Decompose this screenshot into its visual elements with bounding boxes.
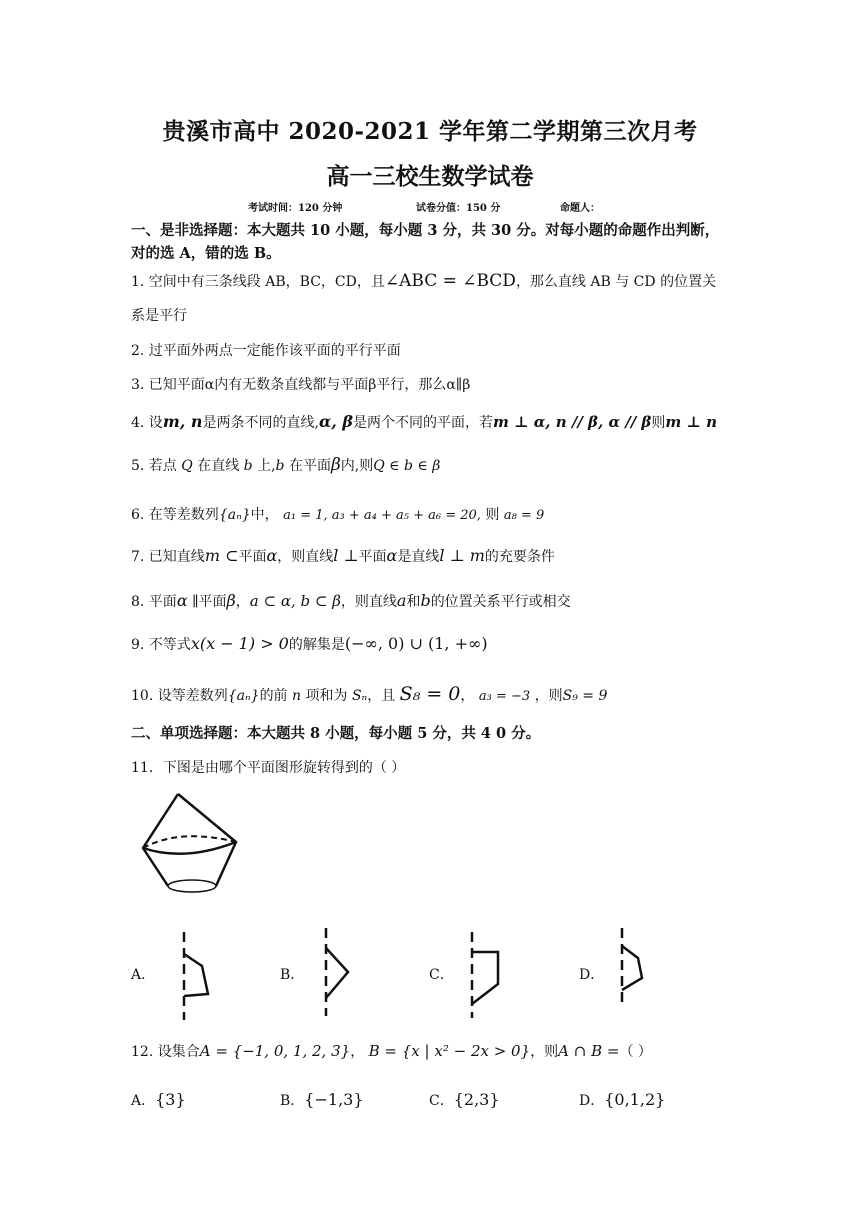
question-6: 6. 在等差数列{aₙ}中， a₁ = 1, a₃ + a₄ + a₅ + a₆ = 20, 则 a₈ = 9 [131,507,545,523]
q11-option-b-figure[interactable] [316,928,366,1018]
question-8: 8. 平面α ∥平面β，a ⊂ α, b ⊂ β，则直线a和b的位置关系平行或相交 [131,591,571,610]
q11-option-c[interactable]: C． [429,967,454,983]
question-2: 2. 过平面外两点一定能作该平面的平行平面 [131,343,401,359]
section1-title-line2: 对的选 A，错的选 B。 [131,245,281,262]
question-3: 3. 已知平面α内有无数条直线都与平面β平行，那么α∥β [131,377,471,393]
question-1: 1. 空间中有三条线段 AB，BC，CD，且∠ABC = ∠BCD，那么直线 AB 与 CD 的位置关 [131,271,717,291]
question-4: 4. 设m, n是两条不同的直线,α, β是两个不同的平面，若m ⊥ α, n // β, α // β则m ⊥ n [131,412,717,431]
question-9: 9. 不等式x(x − 1) > 0的解集是(−∞, 0) ∪ (1, +∞) [131,634,488,653]
q11-option-a[interactable]: A． [131,967,156,983]
question-12: 12. 设集合A = {−1, 0, 1, 2, 3}， B = {x | x² − 2x > 0}，则A ∩ B =（ ） [131,1042,652,1060]
question-1-cont: 系是平行 [131,308,187,324]
exam-title: 贵溪市高中 2020-2021 学年第二学期第三次月考 [162,118,698,145]
exam-author: 命题人： [560,203,600,214]
exam-score: 试卷分值：150 分 [416,203,501,214]
q12-option-a[interactable]: A．{3} [131,1090,186,1109]
q12-option-b[interactable]: B．{−1,3} [280,1090,364,1109]
section1-title-line1: 一、是非选择题：本大题共 10 小题，每小题 3 分，共 30 分。对每小题的命题作出判断， [131,222,720,239]
question-11: 11．下图是由哪个平面图形旋转得到的（ ） [131,760,406,776]
q11-solid-figure [130,790,250,900]
q12-option-d[interactable]: D．{0,1,2} [579,1090,666,1109]
q12-option-c[interactable]: C．{2,3} [429,1090,500,1109]
exam-subtitle: 高一三校生数学试卷 [326,163,534,190]
q11-option-c-figure[interactable] [462,932,512,1022]
question-5: 5. 若点 Q 在直线 b 上,b 在平面β内,则Q ∈ b ∈ β [131,455,441,475]
q11-option-d-figure[interactable] [612,928,662,1008]
q11-option-b[interactable]: B． [280,967,305,983]
question-10: 10. 设等差数列{aₙ}的前 n 项和为 Sₙ，且 S₈ = 0， a₃ = −3 ，则S₉ = 9 [131,683,608,705]
question-7: 7. 已知直线m ⊂平面α，则直线l ⊥平面α是直线l ⊥ m的充要条件 [131,546,555,565]
q11-option-a-figure[interactable] [172,932,222,1022]
section2-title: 二、单项选择题：本大题共 8 小题，每小题 5 分，共 4 0 分。 [131,725,541,742]
exam-time: 考试时间：120 分钟 [248,203,343,214]
q11-option-d[interactable]: D． [579,967,605,983]
